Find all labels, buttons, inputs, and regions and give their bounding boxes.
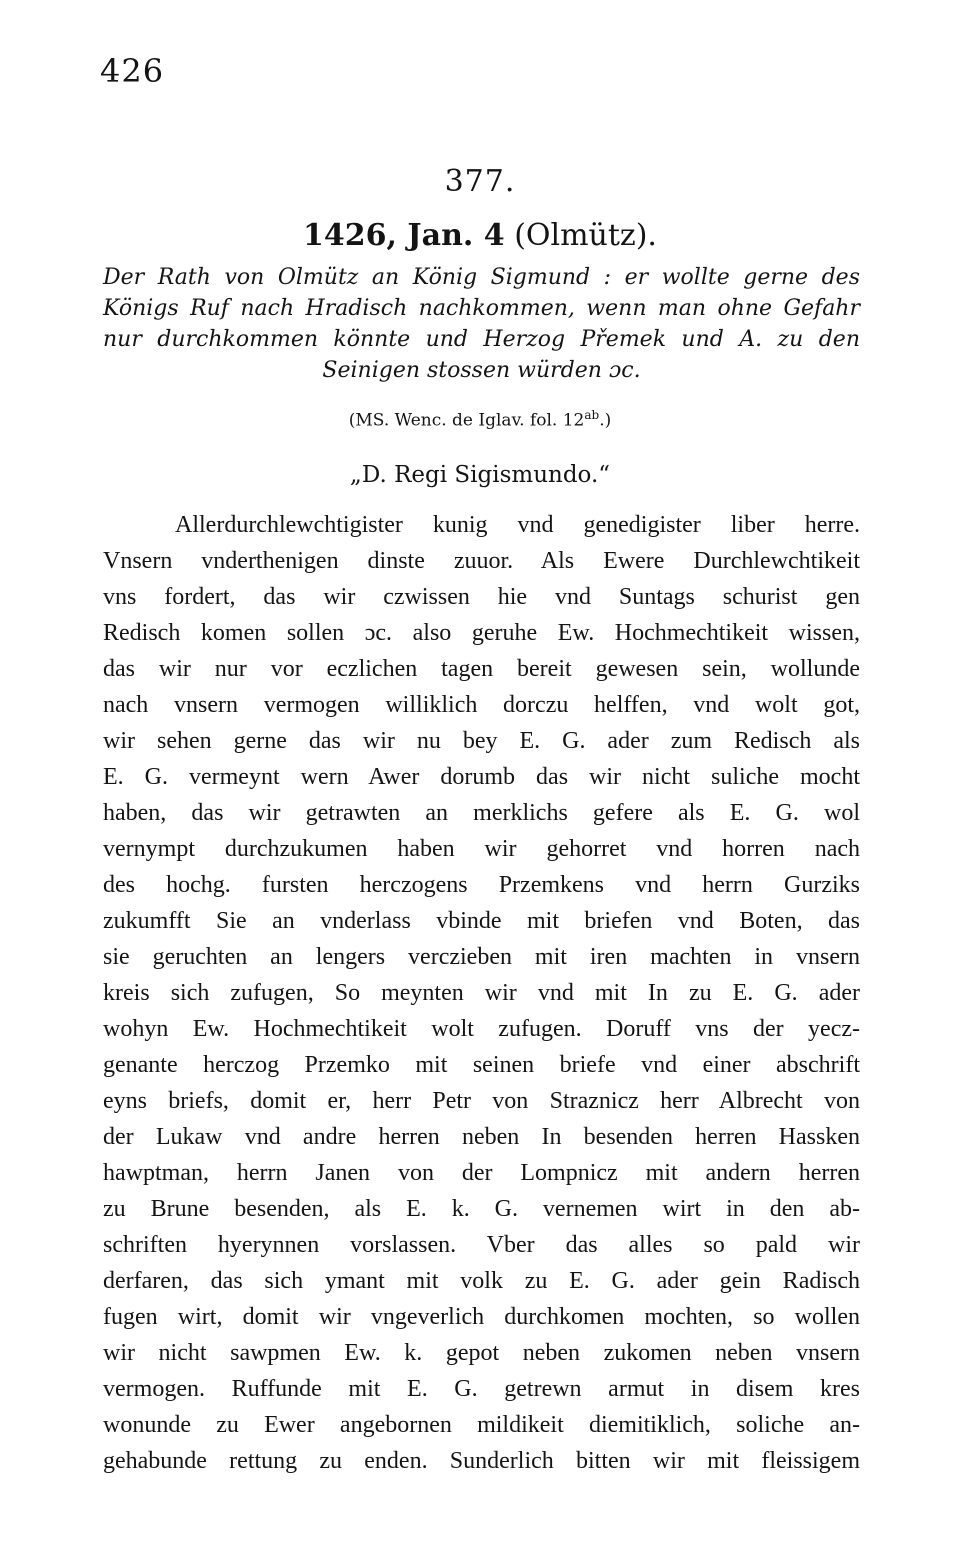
body-line: das wir nur vor eczlichen tagen bereit gewesen sein, wollunde (103, 656, 860, 682)
body-line: wonunde zu Ewer angebornen mildikeit diemitiklich, soliche an- (103, 1412, 860, 1438)
body-line: gehabunde rettung zu enden. Sunderlich bitten wir mit fleissigem (103, 1448, 860, 1474)
source-superscript: ab (584, 408, 600, 422)
date-bold: 1426, Jan. 4 (303, 218, 505, 253)
body-line: fugen wirt, domit wir vngeverlich durchkomen mochten, so wollen (103, 1304, 860, 1330)
body-line: schriften hyerynnen vorslassen. Vber das alles so pald wir (103, 1232, 860, 1258)
body-line: eyns briefs, domit er, herr Petr von Straznicz herr Albrecht von (103, 1088, 860, 1114)
body-line: haben, das wir getrawten an merklichs gefere als E. G. wol (103, 800, 860, 826)
salutation: „D. Regi Sigismundo.“ (349, 462, 611, 488)
body-line: wir sehen gerne das wir nu bey E. G. ader zum Redisch als (103, 728, 860, 754)
date-place: (Olmütz). (514, 218, 657, 253)
body-line: wir nicht sawpmen Ew. k. gepot neben zukomen neben vnsern (103, 1340, 860, 1366)
body-line: Allerdurchlewchtigister kunig vnd genedigister liber herre. (175, 512, 860, 538)
body-line: des hochg. fursten herczogens Przemkens vnd herrn Gurziks (103, 872, 860, 898)
body-line: Redisch komen sollen ɔc. also geruhe Ew. Hochmechtikeit wissen, (103, 620, 860, 646)
body-line: hawptman, herrn Janen von der Lompnicz mit andern herren (103, 1160, 860, 1186)
body-line: zu Brune besenden, als E. k. G. vernemen wirt in den ab- (103, 1196, 860, 1222)
document-number: 377. (444, 164, 516, 199)
body-line: kreis sich zufugen, So meynten wir vnd mit In zu E. G. ader (103, 980, 860, 1006)
body-line: vermogen. Ruffunde mit E. G. getrewn armut in disem kres (103, 1376, 860, 1402)
body-line: der Lukaw vnd andre herren neben In besenden herren Hassken (103, 1124, 860, 1150)
source-text: (MS. Wenc. de Iglav. fol. 12 (348, 410, 585, 431)
body-line: sie geruchten an lengers verczieben mit iren machten in vnsern (103, 944, 860, 970)
body-line: E. G. vermeynt wern Awer dorumb das wir nicht suliche mocht (103, 764, 860, 790)
page-number: 426 (100, 52, 165, 90)
source-reference (0, 408, 960, 431)
body-line: vernympt durchzukumen haben wir gehorret vnd horren nach (103, 836, 860, 862)
body-line: Vnsern vnderthenigen dinste zuuor. Als Ewere Durchlewchtikeit (103, 548, 860, 574)
body-line: zukumfft Sie an vnderlass vbinde mit briefen vnd Boten, das (103, 908, 860, 934)
letter-body (103, 507, 860, 1479)
body-line: genante herczog Przemko mit seinen briefe vnd einer abschrift (103, 1052, 860, 1078)
body-line: vns fordert, das wir czwissen hie vnd Suntags schurist gen (103, 584, 860, 610)
document-summary: Der Rath von Olmütz an König Sigmund : er wollte gerne des Königs Ruf nach Hradisch nachkommen, wenn man ohne Gefahr nur durchkommen könnte und Herzog Přemek und A. zu den Seinigen stossen würden ɔc. (103, 265, 860, 383)
source-close: .) (599, 410, 612, 431)
body-line: nach vnsern vermogen williklich dorczu helffen, vnd wolt got, (103, 692, 860, 718)
body-line: derfaren, das sich ymant mit volk zu E. G. ader gein Radisch (103, 1268, 860, 1294)
body-line: wohyn Ew. Hochmechtikeit wolt zufugen. Doruff vns der yecz- (103, 1016, 860, 1042)
date-line (0, 218, 960, 253)
